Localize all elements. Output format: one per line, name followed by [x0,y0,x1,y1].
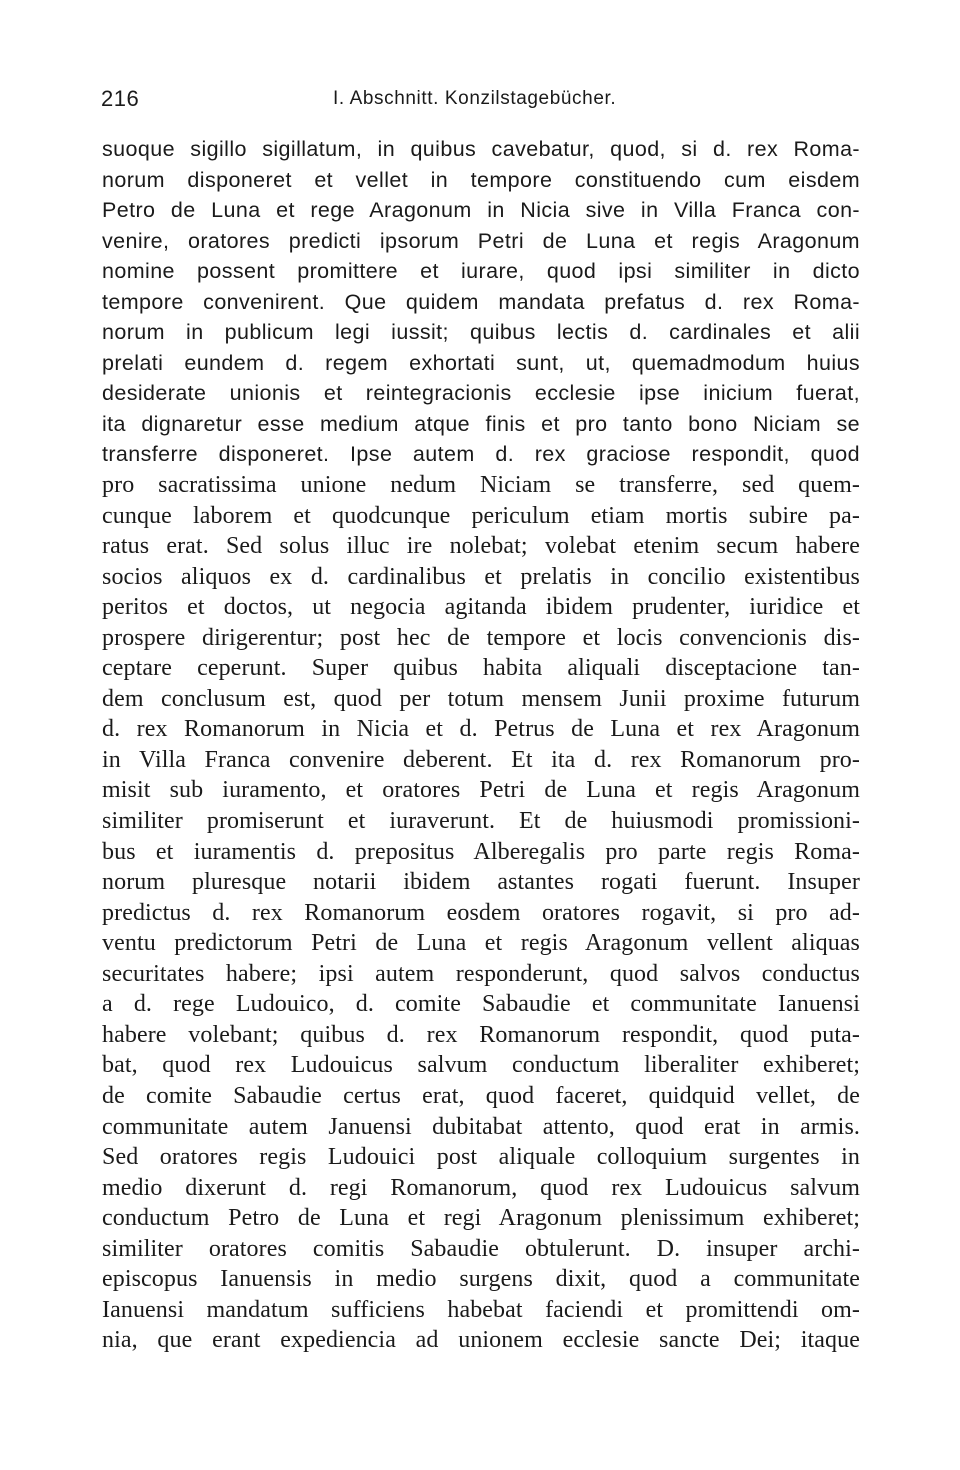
running-head [101,86,861,116]
text-line: nomine possent promittere et iurare, quod ipsi similiter in dicto [102,259,860,284]
text-line: bus et iuramentis d. prepositus Alberegalis pro parte regis Roma- [102,838,860,865]
text-line: norum pluresque notarii ibidem astantes rogati fuerunt. Insuper [102,869,860,896]
text-line: norum in publicum legi iussit; quibus lectis d. cardinales et alii [102,320,860,345]
text-line: securitates habere; ipsi autem responderunt, quod salvos conductus [102,960,860,987]
text-line: cunque laborem et quodcunque periculum etiam mortis subire pa- [102,502,860,529]
text-line: transferre disponeret. Ipse autem d. rex graciose respondit, quod [102,442,860,467]
text-line: ratus erat. Sed solus illuc ire nolebat; volebat etenim secum habere [102,533,860,560]
text-line: prospere dirigerentur; post hec de tempore et locis convencionis dis- [102,624,860,651]
text-line: Sed oratores regis Ludouici post aliquale colloquium surgentes in [102,1144,860,1171]
text-line: predictus d. rex Romanorum eosdem oratores rogavit, si pro ad- [102,899,860,926]
text-line: ita dignaretur esse medium atque finis et pro tanto bono Niciam se [102,411,860,436]
text-line: nia, que erant expediencia ad unionem ecclesie sancte Dei; itaque [102,1327,860,1354]
text-line: socios aliquos ex d. cardinalibus et prelatis in concilio existentibus [102,563,860,590]
page-number: 216 [101,86,140,111]
text-line: similiter promiserunt et iuraverunt. Et de huiusmodi promissioni- [102,808,860,835]
text-line: bat, quod rex Ludouicus salvum conductum liberaliter exhiberet; [102,1052,860,1079]
text-line: a d. rege Ludouico, d. comite Sabaudie et communitate Ianuensi [102,991,860,1018]
body-text [102,134,860,1356]
text-line: peritos et doctos, ut negocia agitanda ibidem prudenter, iuridice et [102,594,860,621]
text-line: d. rex Romanorum in Nicia et d. Petrus de Luna et rex Aragonum [102,716,860,743]
text-line: misit sub iuramento, et oratores Petri de Luna et regis Aragonum [102,777,860,804]
text-line: similiter oratores comitis Sabaudie obtulerunt. D. insuper archi- [102,1235,860,1262]
text-line: pro sacratissima unione nedum Niciam se transferre, sed quem- [102,472,860,499]
text-line: de comite Sabaudie certus erat, quod faceret, quidquid vellet, de [102,1082,860,1109]
text-line: episcopus Ianuensis in medio surgens dixit, quod a communitate [102,1266,860,1293]
text-line: Ianuensi mandatum sufficiens habebat faciendi et promittendi om- [102,1296,860,1323]
text-line: ceptare ceperunt. Super quibus habita aliquali disceptacione tan- [102,655,860,682]
text-line: habere volebant; quibus d. rex Romanorum respondit, quod puta- [102,1021,860,1048]
text-line: norum disponeret et vellet in tempore constituendo cum eisdem [102,167,860,192]
text-line: communitate autem Januensi dubitabat attento, quod erat in armis. [102,1113,860,1140]
text-line: medio dixerunt d. regi Romanorum, quod rex Ludouicus salvum [102,1174,860,1201]
text-line: conductum Petro de Luna et regi Aragonum plenissimum exhiberet; [102,1205,860,1232]
text-line: prelati eundem d. regem exhortati sunt, ut, quemadmodum huius [102,350,860,375]
text-line: ventu predictorum Petri de Luna et regis Aragonum vellent aliquas [102,930,860,957]
text-line: desiderate unionis et reintegracionis ecclesie ipse inicium fuerat, [102,381,860,406]
text-line: venire, oratores predicti ipsorum Petri de Luna et regis Aragonum [102,228,860,253]
text-line: Petro de Luna et rege Aragonum in Nicia sive in Villa Franca con- [102,198,860,223]
section-title: I. Abschnitt. Konzilstagebücher. [333,88,617,109]
text-line: in Villa Franca convenire deberent. Et ita d. rex Romanorum pro- [102,746,860,773]
text-line: tempore convenirent. Que quidem mandata prefatus d. rex Roma- [102,289,860,314]
text-line: suoque sigillo sigillatum, in quibus cavebatur, quod, si d. rex Roma- [102,137,860,161]
text-line: dem conclusum est, quod per totum mensem Junii proxime futurum [102,685,860,712]
